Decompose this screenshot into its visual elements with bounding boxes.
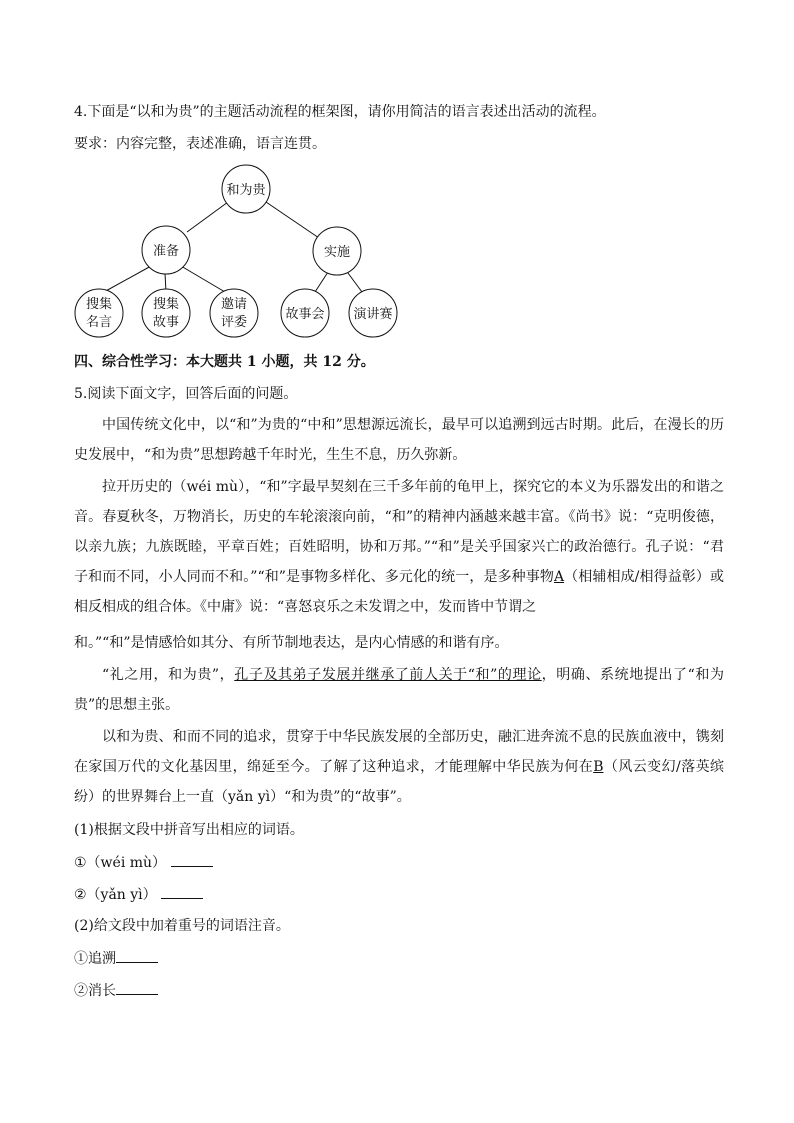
sub-1-item-2-label: ②（yǎn yì） [74,887,157,903]
answer-blank-3[interactable] [116,948,158,963]
node-leaf-4 [281,289,329,337]
passage-p3-tail: ，明确、系统地提出了“和为贵”的思想主张。 [74,667,724,713]
node-impl-label: 实施 [323,245,351,260]
passage-p3-quote: “礼之用，和为贵”， [102,667,235,683]
node-leaf-4-label: 故事会 [285,307,325,322]
node-leaf-2-line1: 搜集 [152,297,180,312]
sub-2-item-2-label: ②消长 [74,983,116,999]
passage-paragraph-4 [74,722,724,812]
node-leaf-5 [349,289,397,337]
node-root [222,165,270,213]
sub-question-2-item-1 [74,948,158,969]
flow-diagram [0,0,794,345]
passage-paragraph-1: 中国传统文化中，以“和”为贵的“中和”思想源远流长，最早可以追溯到远古时期。此后，在漫长的历史发展中，“和为贵”思想跨越千年时光，生生不息，历久弥新。 [74,417,724,463]
node-prep [142,226,190,274]
blank-a: A [553,569,565,585]
answer-blank-1[interactable] [171,852,213,867]
question-4-title: 4.下面是“以和为贵”的主题活动流程的框架图，请你用简洁的语言表述出活动的流程。 [74,104,606,120]
node-root-label: 和为贵 [226,183,266,198]
node-leaf-2-line2: 故事 [152,315,180,330]
passage-paragraph-2 [74,472,724,622]
sub-question-2-item-2 [74,980,158,1001]
node-leaf-3-line2: 评委 [220,315,248,330]
section-4-heading: 四、综合性学习：本大题共 1 小题，共 12 分。 [74,354,375,370]
passage-p4-text: 以和为贵、和而不同的追求，贯穿于中华民族发展的全部历史，融汇进奔流不息的民族血液中，镌刻在家国万代的文化基因里，绵延至今。了解了这种追求，才能理解中华民族为何在 [74,729,724,775]
node-leaf-1 [75,289,123,337]
underlined-sentence: 孔子及其弟子发展并继承了前人关于“和”的理论 [234,667,542,683]
passage-p2-text: 拉开历史的（wéi mù），“和”字最早契刻在三千多年前的龟甲上，探究它的本义为乐器发出的和谐之音。春夏秋冬，万物消长，历史的车轮滚滚向前，“和”的精神内涵越来越丰富。《尚书》说：“克明俊德，以亲九族；九族既睦，平章百姓；百姓昭明，协和万邦。”“和”是关乎国家兴亡的政治德行。孔子说：“君子和而不同，小人同而不和。”“和”是事物多样化、多元化的统一，是多种事物 [74,479,724,585]
passage-paragraph-2-end: 和。”“和”是情感恰如其分、有所节制地表达，是内心情感的和谐有序。 [74,635,509,651]
node-leaf-3 [210,289,258,337]
node-impl [313,227,361,275]
sub-question-1-item-2 [74,884,203,905]
blank-b: B [593,759,604,775]
node-prep-label: 准备 [152,244,180,259]
question-5-title: 5.阅读下面文字，回答后面的问题。 [74,386,298,402]
passage-p4-tail: （风云变幻/落英缤纷）的世界舞台上一直（yǎn yì）“和为贵”的“故事”。 [74,759,724,805]
sub-question-2: (2)给文段中加着重号的词语注音。 [74,918,290,934]
node-leaf-1-line2: 名言 [85,315,113,330]
answer-blank-4[interactable] [116,980,158,995]
passage-paragraph-3 [74,660,724,720]
passage-p2-tail: （相辅相成/相得益彰）或相反相成的组合体。《中庸》说：“喜怒哀乐之未发谓之中，发而皆中节谓之 [74,569,724,615]
sub-1-item-1-label: ①（wéi mù） [74,855,167,871]
sub-2-item-1-label: ①追溯 [74,951,116,967]
sub-question-1-item-1 [74,852,213,873]
answer-blank-2[interactable] [161,884,203,899]
sub-question-1: (1)根据文段中拼音写出相应的词语。 [74,822,304,838]
question-4-requirement: 要求：内容完整，表述准确，语言连贯。 [74,136,326,152]
node-leaf-1-line1: 搜集 [85,297,113,312]
node-leaf-5-label: 演讲赛 [353,307,393,322]
node-leaf-2 [142,289,190,337]
node-leaf-3-line1: 邀请 [220,297,248,312]
